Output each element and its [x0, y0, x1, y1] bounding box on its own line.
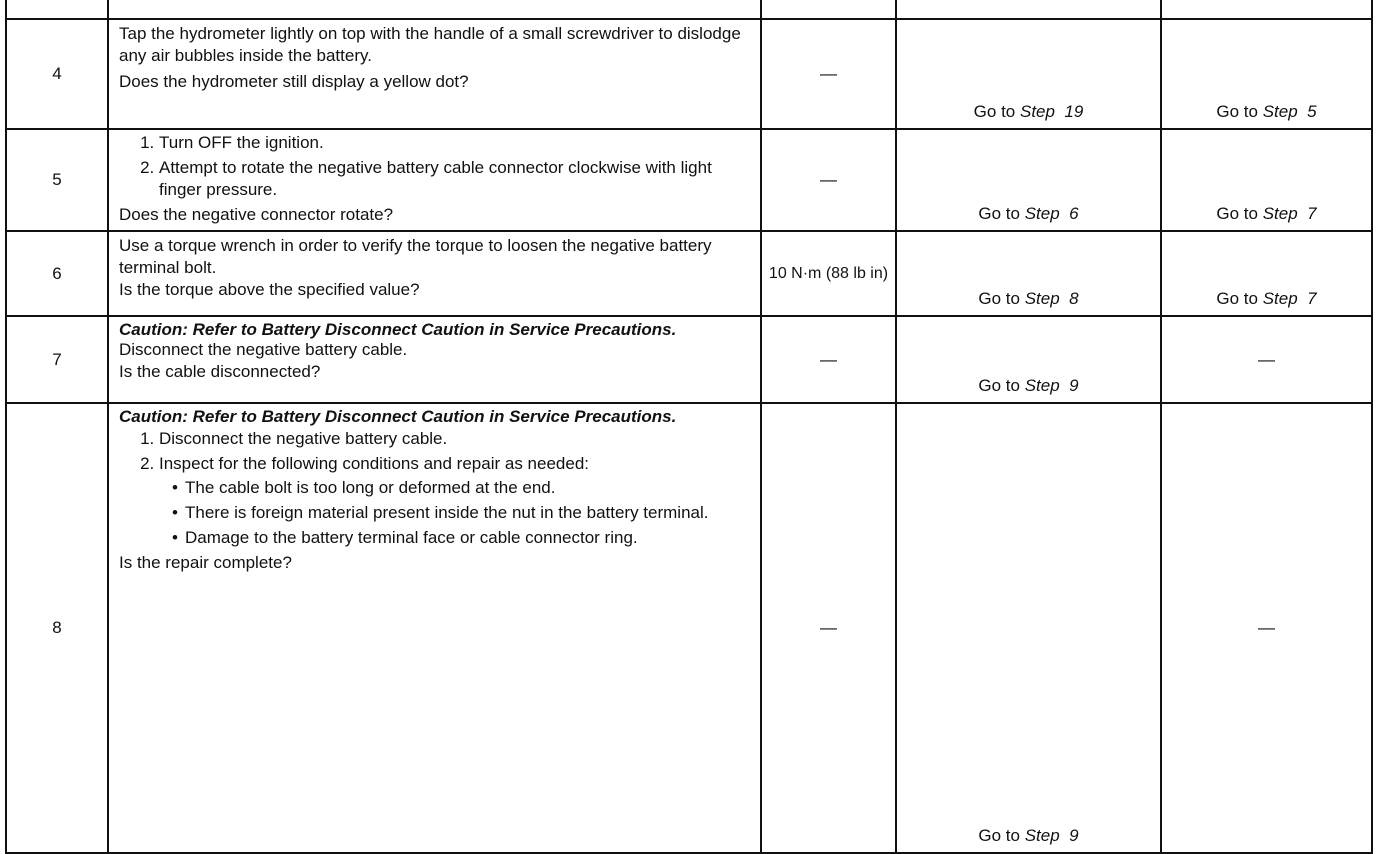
no-prefix: Go to — [1216, 204, 1258, 223]
action-item — [159, 453, 750, 549]
no-cell — [1161, 129, 1372, 231]
yes-cell — [896, 129, 1161, 231]
yes-step-link[interactable]: Step 19 — [1020, 102, 1084, 121]
action-cell — [108, 316, 761, 403]
yes-step-link[interactable]: Step 8 — [1024, 289, 1079, 308]
condition-item: • The cable bolt is too long or deformed at the end. — [185, 477, 750, 499]
table-row — [6, 19, 1372, 129]
action-item: 1. Turn OFF the ignition. — [159, 132, 750, 154]
question-text: Does the hydrometer still display a yellow dot? — [119, 72, 469, 91]
question-text: Is the cable disconnected? — [119, 362, 321, 381]
value-cell: — — [761, 19, 896, 129]
action-text: Tap the hydrometer lightly on top with the handle of a small screwdriver to dislodge any air bubbles inside the battery. — [119, 24, 741, 65]
no-step-link[interactable]: Step 7 — [1262, 289, 1317, 308]
yes-prefix: Go to — [978, 826, 1020, 845]
action-cell — [108, 231, 761, 316]
yes-cell — [896, 231, 1161, 316]
yes-prefix: Go to — [978, 376, 1020, 395]
caution-text: Caution: Refer to Battery Disconnect Caution in Service Precautions. — [119, 407, 677, 426]
action-cell — [108, 19, 761, 129]
table-row — [6, 316, 1372, 403]
no-cell: — — [1161, 316, 1372, 403]
action-item: 1. Disconnect the negative battery cable. — [159, 428, 750, 450]
caution-text: Caution: Refer to Battery Disconnect Caution in Service Precautions. — [119, 320, 677, 339]
table-row — [6, 403, 1372, 853]
diagnostic-table — [5, 0, 1373, 854]
yes-step-link[interactable]: Step 9 — [1024, 826, 1079, 845]
yes-prefix: Go to — [978, 204, 1020, 223]
action-text: Disconnect the negative battery cable. — [119, 340, 408, 359]
no-step-link[interactable]: Step 5 — [1262, 102, 1317, 121]
action-text: Use a torque wrench in order to verify the torque to loosen the negative battery terminal bolt. — [119, 236, 712, 277]
no-prefix: Go to — [1216, 289, 1258, 308]
condition-item: • There is foreign material present inside the nut in the battery terminal. — [185, 502, 750, 524]
yes-step-link[interactable]: Step 6 — [1024, 204, 1079, 223]
value-cell: — — [761, 403, 896, 853]
value-cell: — — [761, 129, 896, 231]
question-text: Is the torque above the specified value? — [119, 280, 420, 299]
table-row-fragment — [6, 0, 1372, 19]
value-cell: — — [761, 316, 896, 403]
action-item-text: Inspect for the following conditions and repair as needed: — [159, 454, 589, 473]
no-step-link[interactable]: Step 7 — [1262, 204, 1317, 223]
table-row — [6, 231, 1372, 316]
question-text: Does the negative connector rotate? — [119, 205, 394, 224]
action-cell — [108, 403, 761, 853]
no-cell: — — [1161, 403, 1372, 853]
yes-prefix: Go to — [973, 102, 1016, 121]
yes-cell — [896, 316, 1161, 403]
step-number: 8 — [6, 403, 108, 853]
condition-item: • Damage to the battery terminal face or cable connector ring. — [185, 527, 750, 549]
question-text: Is the repair complete? — [119, 553, 292, 572]
step-number: 4 — [6, 19, 108, 129]
yes-cell — [896, 19, 1161, 129]
yes-prefix: Go to — [978, 289, 1020, 308]
yes-cell — [896, 403, 1161, 853]
step-number: 5 — [6, 129, 108, 231]
no-cell — [1161, 19, 1372, 129]
action-item: 2. Attempt to rotate the negative battery cable connector clockwise with light finger pressure. — [159, 157, 750, 201]
action-cell — [108, 129, 761, 231]
table-row — [6, 129, 1372, 231]
yes-step-link[interactable]: Step 9 — [1024, 376, 1079, 395]
no-prefix: Go to — [1216, 102, 1258, 121]
step-number: 7 — [6, 316, 108, 403]
step-number: 6 — [6, 231, 108, 316]
no-cell — [1161, 231, 1372, 316]
value-cell: 10 N·m (88 lb in) — [761, 231, 896, 316]
